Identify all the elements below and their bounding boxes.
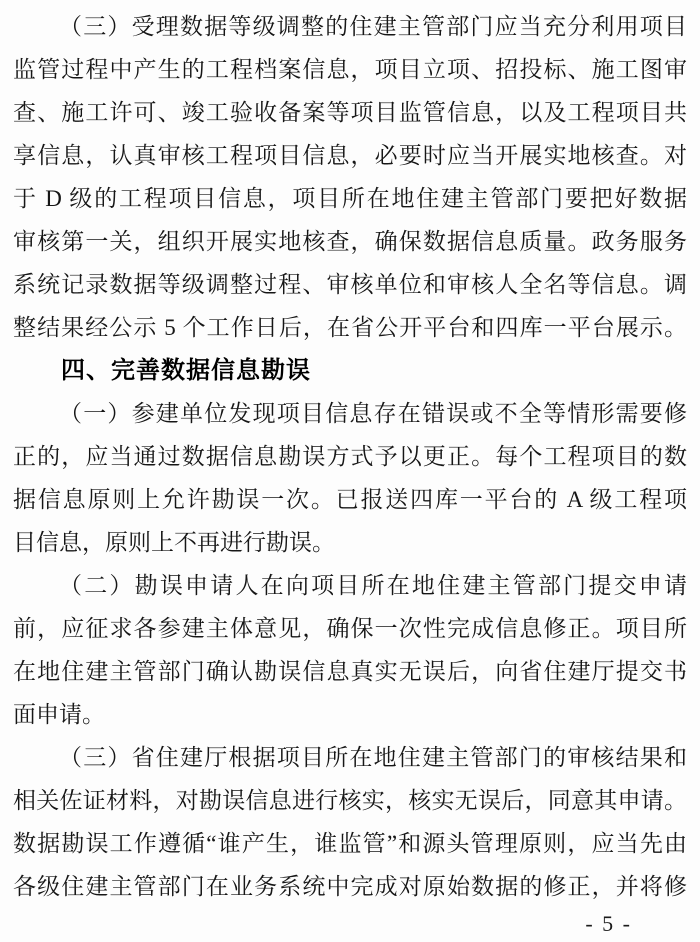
paragraph-line: 审核第一关，组织开展实地核查，确保数据信息质量。政务服务 — [13, 229, 687, 254]
section-heading: 四、完善数据信息勘误 — [61, 357, 311, 384]
paragraph-line: 目信息，原则上不再进行勘误。 — [13, 530, 335, 555]
page-number: - 5 - — [585, 911, 632, 936]
paragraph-line: 整结果经公示 5 个工作日后，在省公开平台和四库一平台展示。 — [13, 315, 687, 340]
paragraph-line: 数据勘误工作遵循“谁产生，谁监管”和源头管理原则，应当先由 — [13, 831, 687, 856]
paragraph-line: 面申请。 — [13, 702, 105, 727]
paragraph-line: 于 D 级的工程项目信息，项目所在地住建主管部门要把好数据 — [13, 186, 687, 211]
paragraph-line: 查、施工许可、竣工验收备案等项目监管信息，以及工程项目共 — [13, 100, 687, 125]
paragraph-line: 监管过程中产生的工程档案信息，项目立项、招投标、施工图审 — [13, 57, 687, 82]
paragraph-line: 享信息，认真审核工程项目信息，必要时应当开展实地核查。对 — [13, 143, 687, 168]
paragraph-line: 在地住建主管部门确认勘误信息真实无误后，向省住建厅提交书 — [13, 659, 687, 684]
paragraph-line: 系统记录数据等级调整过程、审核单位和审核人全名等信息。调 — [13, 272, 687, 297]
paragraph-line: 前，应征求各参建主体意见，确保一次性完成信息修正。项目所 — [13, 616, 687, 641]
paragraph-line: （三）省住建厅根据项目所在地住建主管部门的审核结果和 — [59, 745, 687, 770]
paragraph-line: （一）参建单位发现项目信息存在错误或不全等情形需要修 — [59, 401, 687, 426]
paragraph-line: 相关佐证材料，对勘误信息进行核实，核实无误后，同意其申请。 — [13, 788, 687, 813]
paragraph-line: 各级住建主管部门在业务系统中完成对原始数据的修正，并将修 — [13, 874, 687, 899]
paragraph-line: 正的，应当通过数据信息勘误方式予以更正。每个工程项目的数 — [13, 444, 687, 469]
paragraph-line: （二）勘误申请人在向项目所在地住建主管部门提交申请 — [59, 573, 687, 598]
paragraph-line: 据信息原则上允许勘误一次。已报送四库一平台的 A 级工程项 — [13, 487, 687, 512]
paragraph-line: （三）受理数据等级调整的住建主管部门应当充分利用项目 — [59, 14, 687, 39]
